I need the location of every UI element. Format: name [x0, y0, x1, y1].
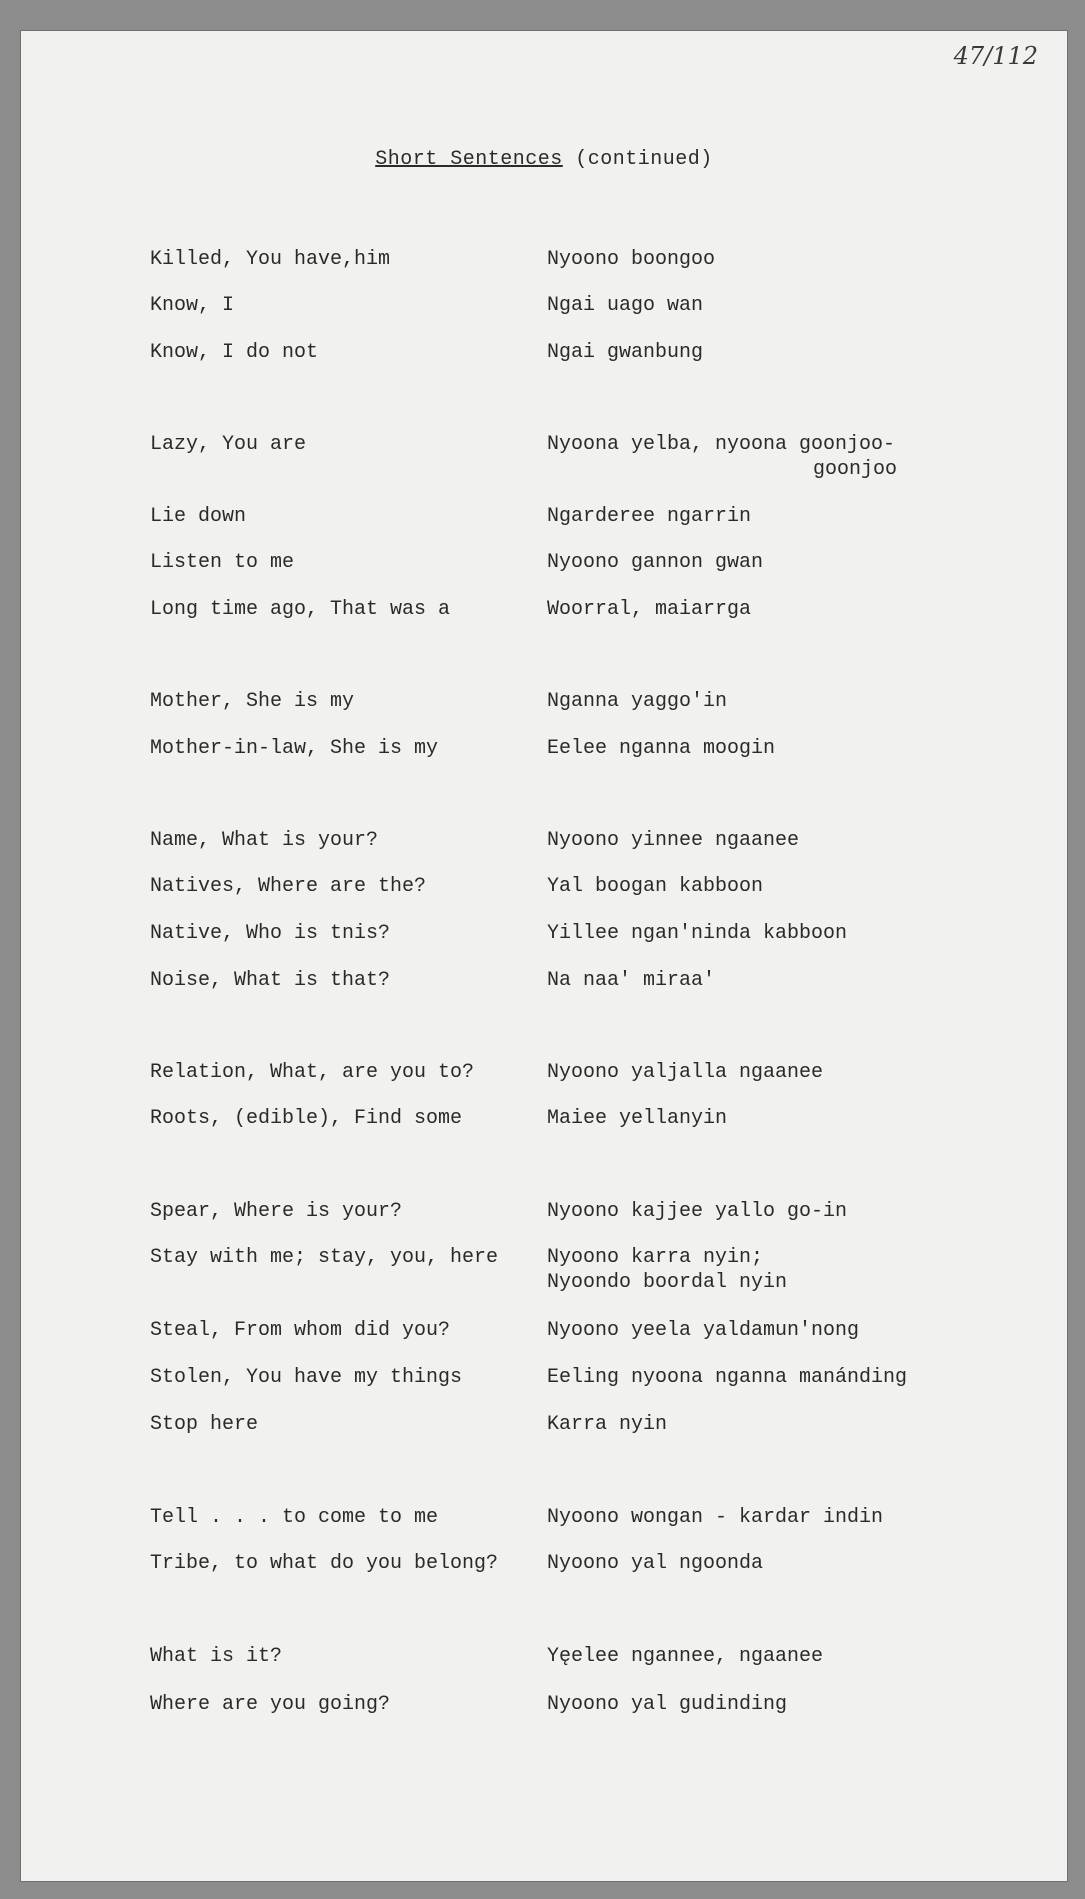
english-phrase: Stay with me; stay, you, here [150, 1246, 499, 1269]
aboriginal-phrase: Nyoona yelba, nyoona goonjoo- [547, 433, 896, 456]
english-phrase: Stolen, You have my things [150, 1366, 463, 1389]
english-phrase: Spear, Where is your? [150, 1200, 403, 1223]
aboriginal-phrase: Nyoono yinnee ngaanee [547, 829, 800, 852]
aboriginal-phrase-continuation: goonjoo [813, 458, 898, 481]
aboriginal-phrase: Nganna yaggo'in [547, 690, 728, 713]
aboriginal-phrase: Ngai gwanbung [547, 341, 704, 364]
english-phrase: Killed, You have,him [150, 248, 391, 271]
aboriginal-phrase: Karra nyin [547, 1413, 668, 1436]
aboriginal-phrase: Na naa' miraa' [547, 969, 716, 992]
aboriginal-phrase: Nyoono yal ngoonda [547, 1552, 764, 1575]
english-phrase: Noise, What is that? [150, 969, 391, 992]
english-phrase: Tribe, to what do you belong? [150, 1552, 499, 1575]
english-phrase: Tell . . . to come to me [150, 1506, 439, 1529]
english-phrase: Lie down [150, 505, 247, 528]
aboriginal-phrase: Nyoono gannon gwan [547, 551, 764, 574]
english-phrase: Mother-in-law, She is my [150, 737, 439, 760]
page-title [20, 148, 1068, 171]
aboriginal-phrase: Nyoono kajjee yallo go-in [547, 1200, 848, 1223]
english-phrase: Natives, Where are the? [150, 875, 427, 898]
english-phrase: Know, I do not [150, 341, 319, 364]
english-phrase: Know, I [150, 294, 235, 317]
english-phrase: Native, Who is tnis? [150, 922, 391, 945]
aboriginal-phrase: Woorral, maiarrga [547, 598, 752, 621]
aboriginal-phrase: Nyoono wongan - kardar indin [547, 1506, 884, 1529]
aboriginal-phrase: Yillee ngan'ninda kabboon [547, 922, 848, 945]
english-phrase: Where are you going? [150, 1693, 391, 1716]
english-phrase: Name, What is your? [150, 829, 379, 852]
title-rest: (continued) [562, 148, 713, 171]
english-phrase: Roots, (edible), Find some [150, 1107, 463, 1130]
aboriginal-phrase: Nyoono boongoo [547, 248, 716, 271]
title-underlined: Short Sentences [375, 148, 563, 171]
english-phrase: Relation, What, are you to? [150, 1061, 475, 1084]
document-page [20, 30, 1068, 1882]
english-phrase: Mother, She is my [150, 690, 355, 713]
aboriginal-phrase-continuation: Nyoondo boordal nyin [547, 1271, 788, 1294]
aboriginal-phrase: Nyoono yeela yaldamun'nong [547, 1319, 860, 1342]
aboriginal-phrase: Maiee yellanyin [547, 1107, 728, 1130]
aboriginal-phrase: Eeling nyoona nganna manánding [547, 1366, 908, 1389]
english-phrase: What is it? [150, 1645, 283, 1668]
aboriginal-phrase: Yęelee ngannee, ngaanee [547, 1645, 824, 1668]
aboriginal-phrase: Eelee nganna moogin [547, 737, 776, 760]
aboriginal-phrase: Ngarderee ngarrin [547, 505, 752, 528]
english-phrase: Stop here [150, 1413, 259, 1436]
aboriginal-phrase: Yal boogan kabboon [547, 875, 764, 898]
english-phrase: Listen to me [150, 551, 295, 574]
aboriginal-phrase: Nyoono karra nyin; [547, 1246, 764, 1269]
aboriginal-phrase: Ngai uago wan [547, 294, 704, 317]
english-phrase: Lazy, You are [150, 433, 307, 456]
english-phrase: Long time ago, That was a [150, 598, 451, 621]
aboriginal-phrase: Nyoono yal gudinding [547, 1693, 788, 1716]
page-number: 47/112 [953, 42, 1038, 70]
english-phrase: Steal, From whom did you? [150, 1319, 451, 1342]
aboriginal-phrase: Nyoono yaljalla ngaanee [547, 1061, 824, 1084]
